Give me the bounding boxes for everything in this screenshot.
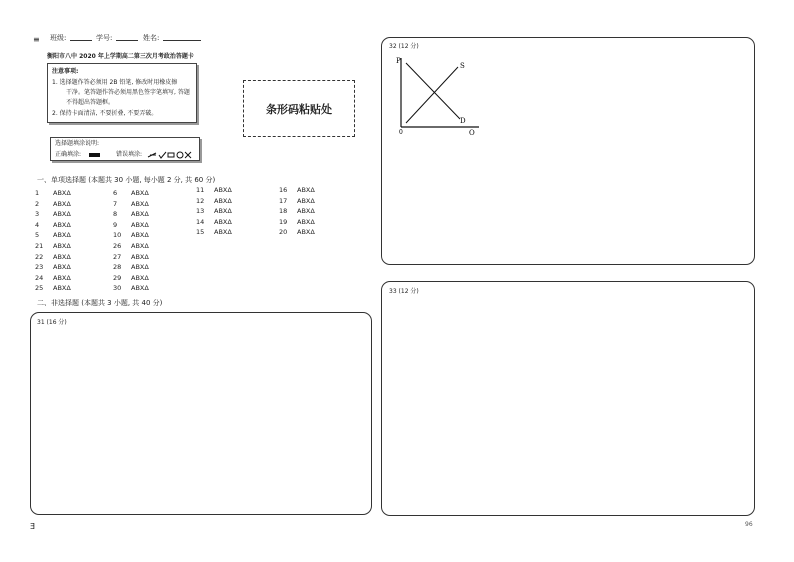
question-number: 4: [35, 220, 40, 229]
class-label: 班级:: [50, 34, 67, 42]
answer-box-32[interactable]: [381, 37, 755, 265]
student-id-field[interactable]: [116, 33, 138, 41]
answer-options[interactable]: ABXΔ: [297, 196, 315, 205]
choice-row[interactable]: [196, 186, 232, 194]
wrong-fill-marks: [147, 151, 197, 159]
footer-page-mark: 96: [745, 521, 753, 528]
choice-row[interactable]: [196, 197, 232, 205]
answer-options[interactable]: ABXΔ: [214, 196, 232, 205]
choice-row[interactable]: [113, 200, 149, 208]
question-number: 27: [113, 252, 122, 261]
answer-options[interactable]: ABXΔ: [297, 186, 315, 194]
question-number: 10: [113, 231, 122, 240]
notice-item1-line2: 干净。笔答题作答必须用黑色签字笔填写, 答题: [66, 89, 190, 96]
footer-left-mark: Ǝ: [30, 522, 36, 531]
question-number: 9: [113, 220, 118, 229]
answer-options[interactable]: ABXΔ: [131, 210, 149, 219]
margin-mark: ≡: [33, 35, 40, 44]
answer-options[interactable]: ABXΔ: [131, 189, 149, 197]
choice-row[interactable]: [35, 200, 71, 208]
answer-options[interactable]: ABXΔ: [214, 207, 232, 216]
choice-row[interactable]: [35, 210, 71, 218]
name-label: 姓名:: [143, 34, 160, 42]
class-field[interactable]: [70, 33, 92, 41]
choice-row[interactable]: [279, 228, 315, 236]
fill-example-title: 选择题填涂说明:: [55, 140, 100, 147]
choice-row[interactable]: [35, 231, 71, 239]
answer-options[interactable]: ABXΔ: [53, 220, 71, 229]
question-number: 30: [113, 284, 122, 293]
notice-item1-line3: 不得超出答题框。: [66, 99, 115, 106]
choice-row[interactable]: [113, 242, 149, 250]
answer-options[interactable]: ABXΔ: [297, 217, 315, 226]
answer-options[interactable]: ABXΔ: [53, 199, 71, 208]
choice-row[interactable]: [196, 207, 232, 215]
question-number: 28: [113, 263, 122, 272]
answer-options[interactable]: ABXΔ: [53, 273, 71, 282]
question-number: 20: [279, 228, 288, 237]
choice-row[interactable]: [35, 242, 71, 250]
question-number: 8: [113, 210, 118, 219]
wrong-fill-label: 错误填涂:: [116, 151, 143, 158]
question-number: 29: [113, 273, 122, 282]
curve-label-s: S: [460, 62, 465, 70]
question-number: 19: [279, 217, 288, 226]
question-number: 13: [196, 207, 205, 216]
question-number: 15: [196, 228, 205, 237]
answer-options[interactable]: ABXΔ: [297, 228, 315, 237]
answer-box-31[interactable]: [30, 312, 372, 515]
choice-row[interactable]: [35, 263, 71, 271]
correct-fill-label: 正确填涂:: [55, 151, 82, 158]
answer-options[interactable]: ABXΔ: [131, 284, 149, 293]
choice-row[interactable]: [113, 221, 149, 229]
q31-label: 31 (16 分): [37, 319, 67, 326]
choice-row[interactable]: [35, 221, 71, 229]
section1-heading: 一、单项选择题 (本题共 30 小题, 每小题 2 分, 共 60 分): [37, 176, 216, 184]
answer-options[interactable]: ABXΔ: [131, 231, 149, 240]
answer-options[interactable]: ABXΔ: [214, 217, 232, 226]
name-field[interactable]: [163, 33, 201, 41]
choice-row[interactable]: [113, 189, 149, 197]
choice-row[interactable]: [196, 218, 232, 226]
question-number: 3: [35, 210, 40, 219]
supply-demand-graph: [394, 55, 484, 135]
axis-label-p: P: [396, 57, 401, 65]
answer-options[interactable]: ABXΔ: [53, 252, 71, 261]
fill-example-box: [50, 137, 200, 161]
question-number: 1: [35, 189, 40, 197]
exam-title: 衡阳市八中 2020 年上学期高二第三次月考政治答题卡: [47, 53, 194, 60]
question-number: 12: [196, 196, 205, 205]
question-number: 6: [113, 189, 118, 197]
question-number: 22: [35, 252, 44, 261]
answer-options[interactable]: ABXΔ: [53, 210, 71, 219]
choice-row[interactable]: [113, 231, 149, 239]
answer-options[interactable]: ABXΔ: [297, 207, 315, 216]
supply-curve: [406, 67, 458, 123]
answer-options[interactable]: ABXΔ: [53, 284, 71, 293]
choice-row[interactable]: [113, 210, 149, 218]
choice-row[interactable]: [196, 228, 232, 236]
answer-options[interactable]: ABXΔ: [214, 186, 232, 194]
choice-row[interactable]: [279, 186, 315, 194]
question-number: 7: [113, 199, 118, 208]
demand-curve: [406, 63, 460, 119]
answer-options[interactable]: ABXΔ: [131, 199, 149, 208]
choice-row[interactable]: [113, 274, 149, 282]
question-number: 14: [196, 217, 205, 226]
notice-item2: 2. 保持卡面清洁, 不要折叠, 不要弄破。: [52, 110, 158, 117]
section2-heading: 二、非选择题 (本题共 3 小题, 共 40 分): [37, 299, 163, 307]
barcode-area: [243, 80, 355, 137]
question-number: 21: [35, 242, 44, 250]
answer-options[interactable]: ABXΔ: [131, 220, 149, 229]
q33-label: 33 (12 分): [389, 288, 419, 295]
question-number: 5: [35, 231, 40, 240]
answer-options[interactable]: ABXΔ: [53, 189, 71, 197]
notice-title: 注意事项:: [52, 68, 79, 75]
axis-label-q: Q: [469, 129, 475, 135]
barcode-label: 条形码粘贴处: [266, 102, 332, 116]
choice-row[interactable]: [35, 274, 71, 282]
question-number: 2: [35, 199, 40, 208]
choice-row[interactable]: [35, 253, 71, 261]
choice-row[interactable]: [35, 284, 71, 292]
choice-row[interactable]: [279, 207, 315, 215]
choice-row[interactable]: [113, 263, 149, 271]
choice-row[interactable]: [113, 284, 149, 292]
student-id-label: 学号:: [96, 34, 113, 42]
answer-options[interactable]: ABXΔ: [53, 263, 71, 272]
curve-label-d: D: [460, 117, 466, 125]
question-number: 25: [35, 284, 44, 293]
question-number: 16: [279, 186, 288, 194]
question-number: 17: [279, 196, 288, 205]
answer-options[interactable]: ABXΔ: [131, 273, 149, 282]
question-number: 24: [35, 273, 44, 282]
question-number: 26: [113, 242, 122, 250]
choice-row[interactable]: [279, 197, 315, 205]
answer-options[interactable]: ABXΔ: [53, 231, 71, 240]
answer-options[interactable]: ABXΔ: [53, 242, 71, 250]
answer-box-33[interactable]: [381, 281, 755, 516]
correct-fill-mark: [89, 153, 100, 157]
answer-options[interactable]: ABXΔ: [214, 228, 232, 237]
origin-label: 0: [399, 129, 403, 135]
choice-row[interactable]: [35, 189, 71, 197]
notice-item1-line1: 1. 选择题作答必须用 2B 铅笔, 修改时用橡皮擦: [52, 79, 178, 86]
q32-label: 32 (12 分): [389, 43, 419, 50]
notice-box: [47, 63, 197, 123]
choice-row[interactable]: [113, 253, 149, 261]
choice-row[interactable]: [279, 218, 315, 226]
answer-options[interactable]: ABXΔ: [131, 263, 149, 272]
answer-options[interactable]: ABXΔ: [131, 242, 149, 250]
question-number: 18: [279, 207, 288, 216]
question-number: 23: [35, 263, 44, 272]
question-number: 11: [196, 186, 205, 194]
answer-options[interactable]: ABXΔ: [131, 252, 149, 261]
